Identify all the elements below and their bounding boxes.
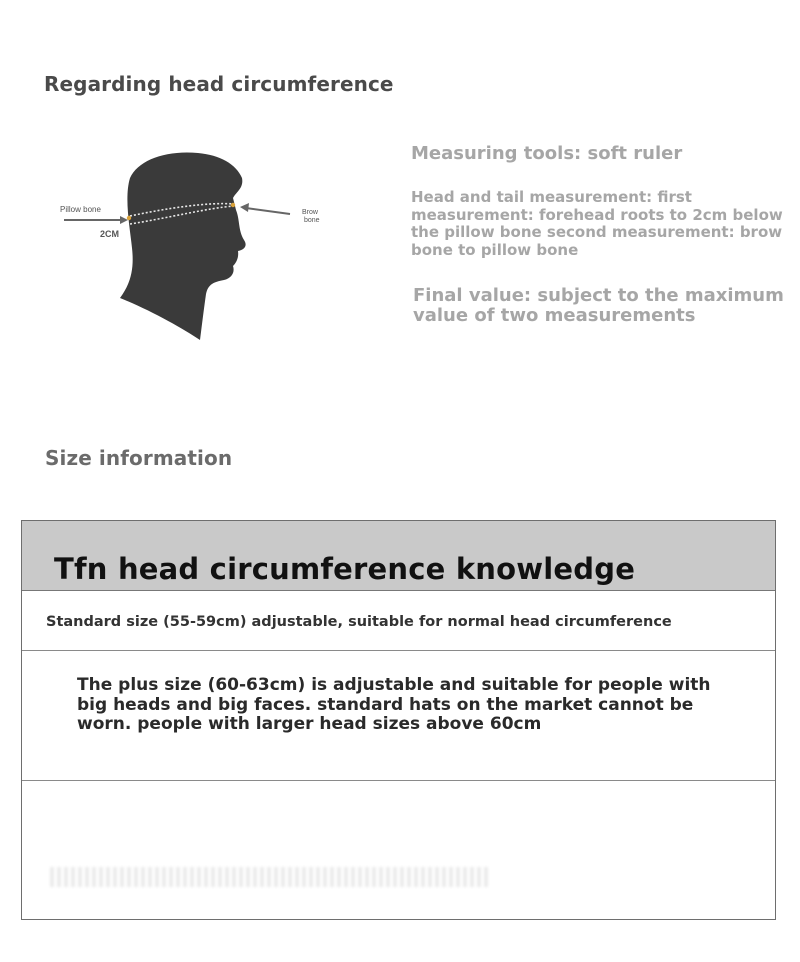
section-title-size-information: Size information — [45, 446, 233, 470]
label-2cm: 2CM — [100, 229, 120, 239]
label-pillow-bone: Pillow bone — [60, 205, 101, 214]
faded-watermark — [50, 867, 490, 887]
head-tail-measurement-text: Head and tail measurement: first measurement: forehead roots to 2cm below the pillow bone second measurement: brow bone to pillow bone — [411, 188, 783, 259]
head-measurement-diagram — [58, 148, 348, 348]
section-title-head-circumference: Regarding head circumference — [44, 72, 394, 96]
measuring-tools-text: Measuring tools: soft ruler — [411, 143, 683, 164]
table-header — [22, 521, 775, 591]
final-value-text: Final value: subject to the maximum value of two measurements — [413, 285, 784, 326]
label-brow: Brow — [302, 209, 318, 216]
size-table — [21, 520, 776, 920]
head-silhouette-icon — [120, 152, 246, 340]
table-row — [22, 651, 775, 781]
standard-size-text: Standard size (55-59cm) adjustable, suitable for normal head circumference — [46, 614, 672, 630]
table-row — [22, 591, 775, 651]
table-header-label: Tfn head circumference knowledge — [54, 552, 636, 586]
plus-size-text: The plus size (60-63cm) is adjustable and suitable for people with big heads and big faces. standard hats on the market cannot be worn. people with larger head sizes above 60cm — [77, 675, 711, 734]
label-bone: bone — [304, 217, 320, 224]
table-row — [22, 781, 775, 919]
